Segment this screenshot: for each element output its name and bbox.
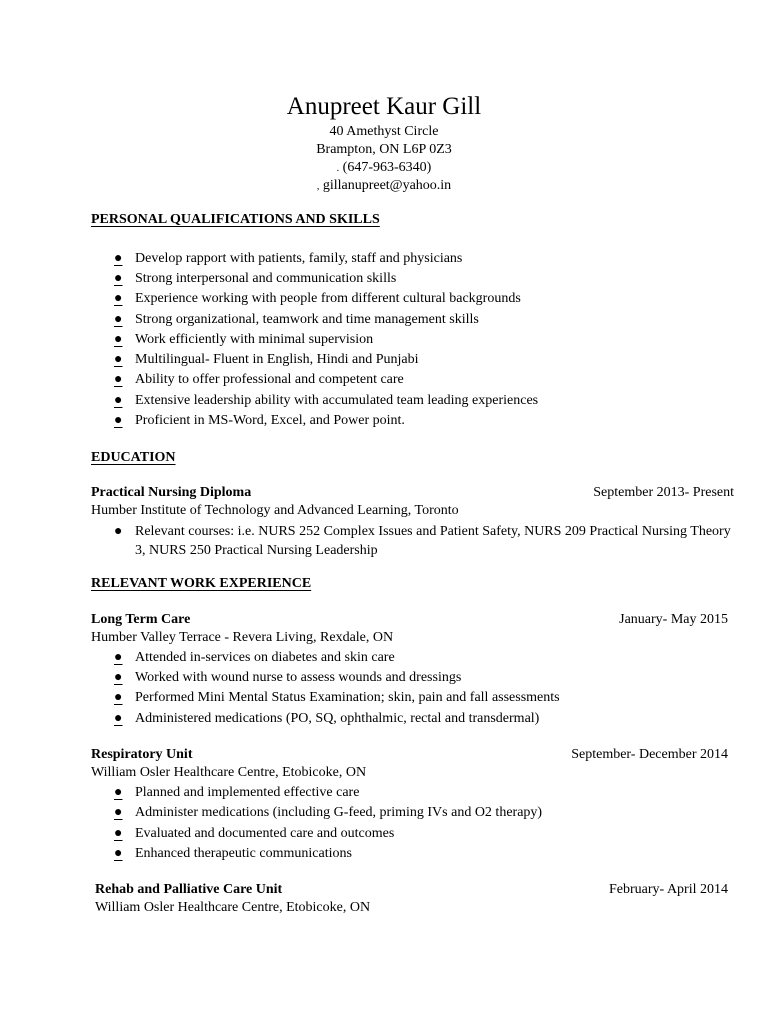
qualifications-heading: PERSONAL QUALIFICATIONS AND SKILLS [91,212,380,227]
candidate-name: Anupreet Kaur Gill [286,93,482,120]
job-duty-item: ● Performed Mini Mental Status Examination; skin, pain and fall assessments [114,690,560,705]
bullet-icon: ● [114,650,123,665]
bullet-icon: ● [114,785,123,800]
job-title: Long Term Care [91,612,191,627]
qualification-item: ● Strong organizational, teamwork and time management skills [114,312,479,327]
job-organization: William Osler Healthcare Centre, Etobicoke, ON [91,765,367,780]
job-organization: William Osler Healthcare Centre, Etobicoke, ON [95,900,371,915]
bullet-icon: ● [114,690,123,705]
bullet-icon: ● [114,524,123,539]
qualification-item: ● Ability to offer professional and competent care [114,372,404,387]
bullet-icon: ● [114,372,123,387]
bullet-icon: ● [114,826,123,841]
experience-heading: RELEVANT WORK EXPERIENCE [91,576,312,591]
job-title: Rehab and Palliative Care Unit [95,882,283,897]
qualification-item: ● Extensive leadership ability with accumulated team leading experiences [114,393,539,408]
email-mark: , [316,181,320,192]
job-duty-item: ● Administered medications (PO, SQ, ophthalmic, rectal and transdermal) [114,711,540,726]
bullet-icon: ● [114,711,123,726]
job-date: September- December 2014 [571,747,728,762]
education-courses: Relevant courses: i.e. NURS 252 Complex Issues and Patient Safety, NURS 209 Practical Nursing Theory 3, NURS 250 Practical Nursing Leadership [135,524,731,558]
qualification-item: ● Work efficiently with minimal supervision [114,332,374,347]
qualification-item: ● Experience working with people from different cultural backgrounds [114,291,521,306]
qualification-item: ● Strong interpersonal and communication skills [114,271,397,286]
qualification-item: ● Proficient in MS-Word, Excel, and Power point. [114,413,405,428]
education-date: September 2013- Present [593,485,734,500]
job-duty-item: ● Planned and implemented effective care [114,785,360,800]
qualification-item: ● Develop rapport with patients, family, staff and physicians [114,251,463,266]
education-heading: EDUCATION [91,450,176,465]
bullet-icon: ● [114,670,123,685]
bullet-icon: ● [114,352,123,367]
phone-mark: . [336,163,340,174]
address-line-1: 40 Amethyst Circle [329,124,439,139]
education-title: Practical Nursing Diploma [91,485,252,500]
job-duty-item: ● Enhanced therapeutic communications [114,846,352,861]
bullet-icon: ● [114,332,123,347]
bullet-icon: ● [114,846,123,861]
job-duty-item: ● Administer medications (including G-feed, priming IVs and O2 therapy) [114,805,543,820]
education-institution: Humber Institute of Technology and Advanced Learning, Toronto [91,503,459,518]
bullet-icon: ● [114,251,123,266]
qualification-item: ● Multilingual- Fluent in English, Hindi and Punjabi [114,352,419,367]
bullet-icon: ● [114,271,123,286]
phone-number: (647-963-6340) [342,160,432,175]
job-organization: Humber Valley Terrace - Revera Living, Rexdale, ON [91,630,394,645]
bullet-icon: ● [114,291,123,306]
job-date: January- May 2015 [619,612,728,627]
bullet-icon: ● [114,805,123,820]
bullet-icon: ● [114,312,123,327]
job-date: February- April 2014 [609,882,728,897]
job-duty-item: ● Evaluated and documented care and outcomes [114,826,395,841]
job-title: Respiratory Unit [91,747,193,762]
email-address: gillanupreet@yahoo.in [322,178,452,193]
job-duty-item: ● Attended in-services on diabetes and skin care [114,650,395,665]
email-line [0,177,768,196]
bullet-icon: ● [114,393,123,408]
address-line-2: Brampton, ON L6P 0Z3 [316,142,452,157]
phone-line [0,159,768,178]
job-duty-item: ● Worked with wound nurse to assess wounds and dressings [114,670,462,685]
bullet-icon: ● [114,413,123,428]
education-courses-item [114,522,736,560]
